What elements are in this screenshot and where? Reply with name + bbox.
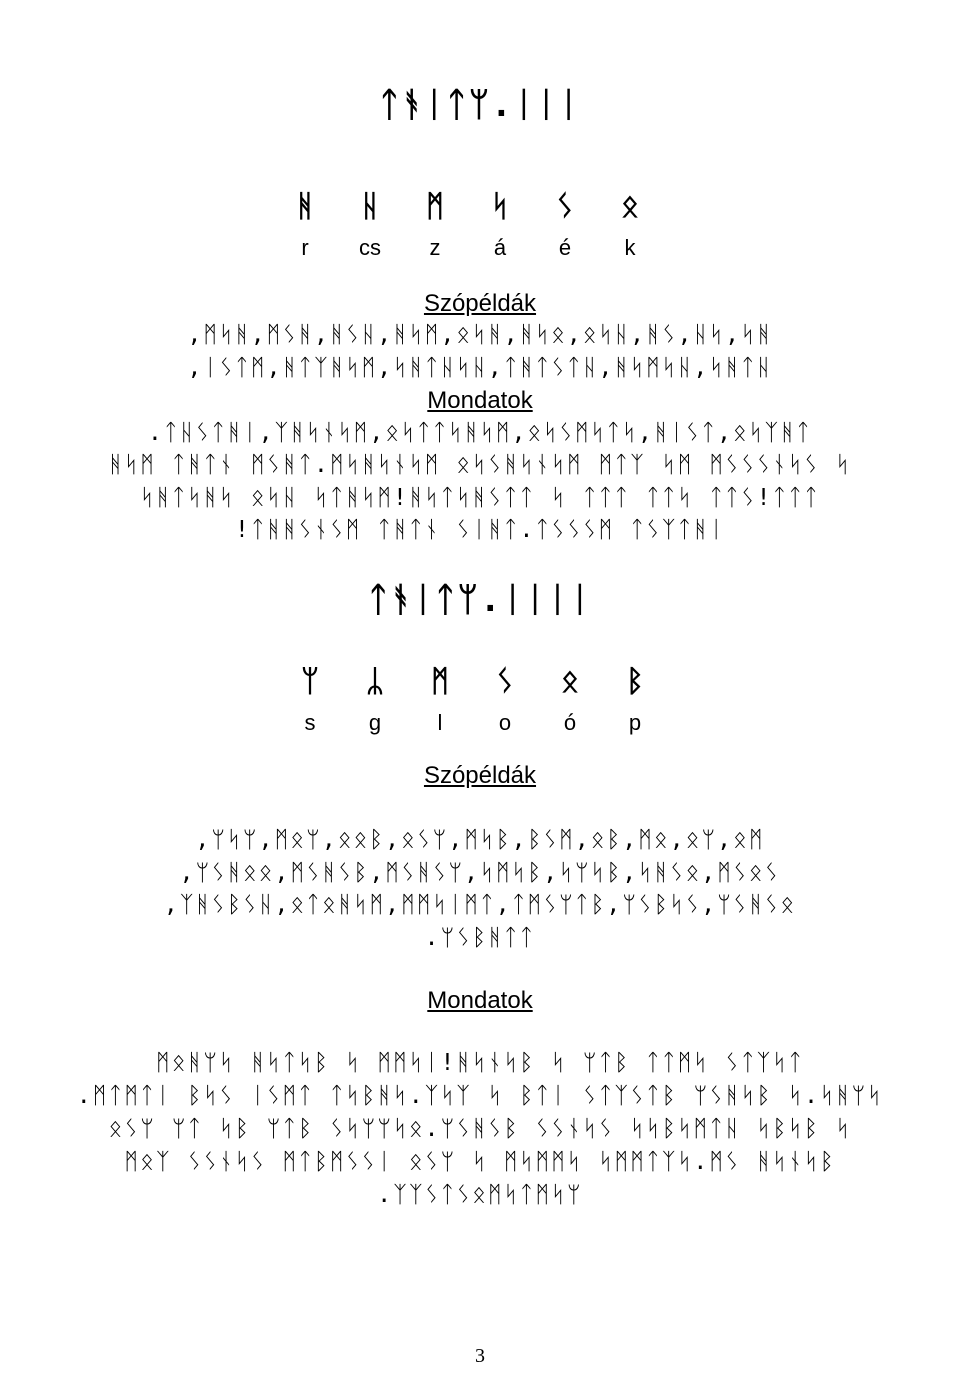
latin-letter: r: [301, 235, 309, 260]
rune-glyph: ᚻ: [296, 190, 314, 223]
latin-letter: ó: [563, 710, 577, 735]
latin-letter: o: [498, 710, 512, 735]
lesson-heading: ᛏᚬᛁᛏᛘ.ᛁᛁᛁ: [379, 85, 581, 125]
latin-letter: é: [558, 235, 572, 260]
latin-letter: p: [628, 710, 642, 735]
sentence-line: ᛟᛊᛘ ᛘᛏ ᛋᛒ ᛘᛏᛒ ᛊᛋᛘᛘᛋᛟ.ᛘᛊᚻᛊᛒ ᛊᛊᚾᛋᛊ ᛋᛋᛒᛋᛗᛏᚺ ᛋᛒᛋᛒ ᛋ: [108, 1116, 852, 1142]
rune-glyph: ᛋ: [491, 190, 509, 223]
rune-glyph: ᛦ: [366, 665, 384, 698]
sentence-line: !ᛏᚻᚻᛊᚾᛊᛗ ᛏᚻᛏᚾ ᛊᛁᚻᛏ.ᛏᛊᛊᛊᛗ ᛏᛊᛉᛏᚻᛁ: [234, 517, 726, 543]
example-line: ,ᛘᛊᚻᛟᛟ,ᛗᛊᚻᛊᛒ,ᛗᛊᚻᛊᛘ,ᛋᛗᛋᛒ,ᛋᛘᛋᛒ,ᛋᚻᛊᛟ,ᛗᛊᛟᛊ: [179, 860, 781, 886]
example-line: ,ᛁᛊᛏᛗ,ᚻᛏᛉᚻᛋᛗ,ᛋᚻᛏᚺᛋᚺ,ᛏᚻᛏᛊᛏᚺ,ᚻᛋᛗᛋᚺ,ᛋᚻᛏᚺ: [187, 355, 773, 381]
latin-letter-row: [290, 235, 645, 261]
sentences-title: Mondatok: [427, 387, 533, 414]
latin-letter: k: [624, 235, 636, 260]
sentence-line: .ᛏᚺᛊᛏᚻᛁ,ᛉᚻᛋᚾᛋᛗ,ᛟᛋᛏᛏᛋᚻᛋᛗ,ᛟᛋᛊᛗᛋᛏᛋ,ᚻᛁᛊᛏ,ᛟᛋᛉᚻᛏ: [148, 420, 812, 446]
sentence-line: .ᛗᛏᛗᛏᛁ ᛒᛋᛊ ᛁᛊᛗᛏ ᛏᛋᛒᚻᛋ.ᛉᛋᛉ ᛋ ᛒᛏᛁ ᛊᛏᛉᛊᛏᛒ ᛘᛊᚻᛋᛒ ᛋ.ᛋᚻᛘᛋ: [76, 1083, 884, 1109]
latin-letter: á: [493, 235, 507, 260]
sentence-line: ᚻᛋᛗ ᛏᚻᛏᚾ ᛗᛊᚻᛏ.ᛗᛋᚻᛋᚾᛋᛗ ᛟᛋᛊᚻᛋᚾᛋᛗ ᛗᛏᛉ ᛋᛗ ᛗᛊᛊᛊᚾᛋᛊ ᛋ: [108, 452, 852, 478]
example-line: ,ᛉᚻᛊᛒᛊᚺ,ᛟᛏᛟᚻᛋᛗ,ᛗᛗᛋᛁᛗᛏ,ᛏᛗᛊᛘᛏᛒ,ᛘᛊᛒᛋᛊ,ᛘᛊᚻᛊᛟ: [163, 892, 797, 918]
rune-glyph: ᛟ: [621, 190, 639, 223]
examples-title: Szópéldák: [423, 290, 537, 317]
example-line: .ᛘᛊᛒᚻᛏᛏ: [424, 925, 536, 951]
latin-letter-row: [295, 710, 650, 736]
latin-letter: g: [368, 710, 382, 735]
rune-glyph: ᛊ: [496, 665, 514, 698]
rune-glyph: ᛒ: [626, 665, 644, 698]
sentence-line: ᛗᛟᚻᛘᛋ ᚻᛋᛏᛋᛒ ᛋ ᛗᛗᛋᛁ!ᚻᛋᚾᛋᛒ ᛋ ᛘᛏᛒ ᛏᛏᛗᛋ ᛊᛏᛉᛋᛏ: [155, 1050, 805, 1076]
sentences-title: Mondatok: [427, 987, 533, 1014]
example-line: ,ᛘᛋᛘ,ᛗᛟᛘ,ᛟᛟᛒ,ᛟᛊᛘ,ᛗᛋᛒ,ᛒᛊᛗ,ᛟᛒ,ᛗᛟ,ᛟᛘ,ᛟᛗ: [195, 827, 765, 853]
latin-letter: s: [304, 710, 316, 735]
rune-glyph: ᚺ: [361, 190, 379, 223]
latin-letter: l: [437, 710, 443, 735]
rune-glyph: ᛘ: [301, 665, 319, 698]
sentence-line: ᛗᛟᛉ ᛊᛊᚾᛋᛊ ᛗᛏᛒᛗᛊᛊᛁ ᛟᛊᛘ ᛋ ᛗᛋᛗᛗᛋ ᛋᛗᛗᛏᛉᛋ.ᛗᛊ ᚻᛋᚾᛋᛒ: [124, 1149, 836, 1175]
sentence-line: .ᛉᛉᛊᛏᛊᛟᛗᛋᛏᛗᛋᛘ: [377, 1182, 583, 1208]
glyph-row: [290, 190, 645, 224]
lesson-heading: ᛏᚬᛁᛏᛘ.ᛁᛁᛁᛁ: [367, 580, 593, 620]
rune-glyph: ᛗ: [426, 190, 444, 223]
latin-letter: z: [429, 235, 441, 260]
rune-glyph: ᛗ: [431, 665, 449, 698]
glyph-row: [295, 665, 650, 699]
latin-letter: cs: [359, 235, 381, 260]
page-number: 3: [475, 1345, 485, 1367]
rune-glyph: ᛊ: [556, 190, 574, 223]
sentence-line: ᛋᚻᛏᛋᚻᛋ ᛟᛋᚺ ᛋᛏᚻᛋᛗ!ᚻᛋᛏᛋᚻᛊᛏᛏ ᛋ ᛏᛏᛏ ᛏᛏᛋ ᛏᛏᛊ!ᛏᛏᛏ: [140, 485, 820, 511]
example-line: ,ᛗᛋᚻ,ᛗᛊᚻ,ᚻᛊᚺ,ᚻᛋᛗ,ᛟᛋᚻ,ᚻᛋᛟ,ᛟᛋᚺ,ᚻᛊ,ᚺᛋ,ᛋᚻ: [187, 322, 773, 348]
rune-glyph: ᛟ: [561, 665, 579, 698]
examples-title: Szópéldák: [423, 762, 537, 789]
